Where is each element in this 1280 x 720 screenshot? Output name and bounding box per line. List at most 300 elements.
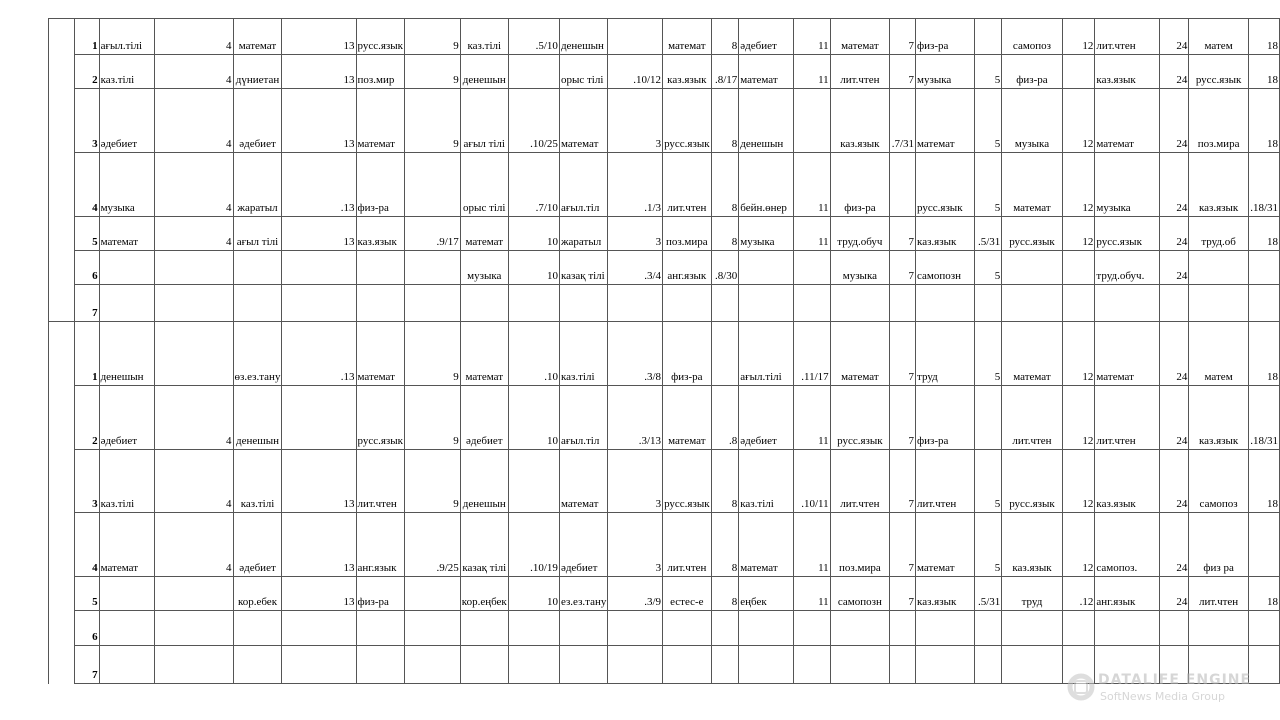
room-cell (890, 646, 916, 684)
subject-cell: математ (356, 89, 405, 153)
subject-cell: музыка (916, 55, 975, 89)
room-cell: 12 (1062, 153, 1095, 217)
room-cell: 10 (508, 217, 559, 251)
room-cell: 8 (711, 577, 739, 611)
subject-cell: математ (916, 89, 975, 153)
room-cell: 10 (508, 386, 559, 450)
room-cell: 24 (1160, 513, 1189, 577)
room-cell: 18 (1248, 55, 1279, 89)
room-cell: 5 (974, 251, 1002, 285)
room-cell (155, 322, 233, 386)
subject-cell: физ-ра (356, 153, 405, 217)
room-cell: 7 (890, 577, 916, 611)
room-cell: 24 (1160, 577, 1189, 611)
room-cell: 13 (282, 577, 356, 611)
lesson-number: 7 (74, 646, 99, 684)
subject-cell (559, 285, 607, 322)
room-cell: 7 (890, 19, 916, 55)
subject-cell: әдебиет (99, 386, 155, 450)
subject-cell: лит.чтен (1095, 386, 1160, 450)
room-cell: 11 (794, 19, 830, 55)
room-cell (890, 611, 916, 646)
subject-cell: лит.чтен (663, 513, 712, 577)
subject-cell (460, 611, 508, 646)
subject-cell: математ (739, 55, 794, 89)
room-cell (282, 251, 356, 285)
room-cell: 7 (890, 55, 916, 89)
subject-cell: самопозн (916, 251, 975, 285)
room-cell: 4 (155, 217, 233, 251)
room-cell: 8 (711, 450, 739, 513)
subject-cell: русс.язык (916, 153, 975, 217)
lesson-number: 4 (74, 153, 99, 217)
room-cell (974, 646, 1002, 684)
subject-cell: лит.чтен (1002, 386, 1062, 450)
subject-cell: каз.язык (916, 577, 975, 611)
subject-cell: дүниетан (233, 55, 282, 89)
subject-cell (559, 646, 607, 684)
room-cell: .9/17 (405, 217, 461, 251)
subject-cell: труд.об (1189, 217, 1248, 251)
room-cell (608, 646, 663, 684)
subject-cell: естес-е (663, 577, 712, 611)
day-cell (49, 19, 75, 55)
room-cell (711, 611, 739, 646)
watermark-subtitle: SoftNews Media Group (1100, 690, 1225, 703)
subject-cell: труд (916, 322, 975, 386)
room-cell: .3/9 (608, 577, 663, 611)
subject-cell: анг.язык (663, 251, 712, 285)
subject-cell: әдебиет (233, 89, 282, 153)
subject-cell (830, 646, 889, 684)
subject-cell: математ (99, 217, 155, 251)
room-cell (405, 153, 461, 217)
day-cell (49, 450, 75, 513)
subject-cell: русс.язык (356, 19, 405, 55)
room-cell (155, 285, 233, 322)
subject-cell (233, 285, 282, 322)
subject-cell: еңбек (739, 577, 794, 611)
subject-cell: физ ра (1189, 513, 1248, 577)
subject-cell: физ-ра (916, 19, 975, 55)
room-cell (794, 285, 830, 322)
subject-cell: кор.ебек (233, 577, 282, 611)
subject-cell (1002, 285, 1062, 322)
day-cell (49, 153, 75, 217)
subject-cell: математ (830, 19, 889, 55)
room-cell: .10/25 (508, 89, 559, 153)
subject-cell (1095, 611, 1160, 646)
room-cell: .3/13 (608, 386, 663, 450)
subject-cell: математ (1095, 89, 1160, 153)
room-cell: 8 (711, 513, 739, 577)
room-cell: .5/31 (974, 577, 1002, 611)
subject-cell: физ-ра (916, 386, 975, 450)
subject-cell: поз.мира (663, 217, 712, 251)
subject-cell: матем (1189, 19, 1248, 55)
subject-cell: математ (99, 513, 155, 577)
lesson-number: 3 (74, 450, 99, 513)
room-cell: 24 (1160, 55, 1189, 89)
room-cell: .5/10 (508, 19, 559, 55)
room-cell: 4 (155, 55, 233, 89)
room-cell (282, 646, 356, 684)
subject-cell: анг.язык (356, 513, 405, 577)
lesson-number: 5 (74, 217, 99, 251)
room-cell (155, 251, 233, 285)
room-cell: 5 (974, 89, 1002, 153)
room-cell (890, 153, 916, 217)
table-row (49, 285, 1280, 322)
datalife-logo-icon (1066, 672, 1096, 702)
table-row (49, 322, 1280, 386)
room-cell: 7 (890, 217, 916, 251)
subject-cell: поз.мир (356, 55, 405, 89)
lesson-number: 4 (74, 513, 99, 577)
subject-cell: математ (830, 322, 889, 386)
subject-cell: жаратыл (559, 217, 607, 251)
subject-cell: орыс тілі (559, 55, 607, 89)
room-cell: 11 (794, 55, 830, 89)
room-cell: 18 (1248, 89, 1279, 153)
room-cell: 8 (711, 217, 739, 251)
day-cell (49, 646, 75, 684)
room-cell (711, 646, 739, 684)
room-cell: .11/17 (794, 322, 830, 386)
subject-cell (739, 646, 794, 684)
subject-cell: труд.обуч (830, 217, 889, 251)
room-cell: 9 (405, 89, 461, 153)
room-cell (608, 285, 663, 322)
subject-cell: лит.чтен (916, 450, 975, 513)
subject-cell (916, 285, 975, 322)
subject-cell: русс.язык (1002, 217, 1062, 251)
room-cell: 10 (508, 577, 559, 611)
subject-cell (99, 646, 155, 684)
subject-cell: музыка (830, 251, 889, 285)
subject-cell: денешын (559, 19, 607, 55)
subject-cell: лит.чтен (830, 55, 889, 89)
subject-cell (663, 285, 712, 322)
lesson-number: 5 (74, 577, 99, 611)
subject-cell (99, 577, 155, 611)
subject-cell: ағыл.тіл (559, 153, 607, 217)
subject-cell: поз.мира (830, 513, 889, 577)
room-cell: 9 (405, 322, 461, 386)
day-cell (49, 251, 75, 285)
subject-cell (1002, 646, 1062, 684)
room-cell: 3 (608, 450, 663, 513)
subject-cell: каз.язык (1095, 55, 1160, 89)
subject-cell: русс.язык (830, 386, 889, 450)
subject-cell (1189, 251, 1248, 285)
room-cell (974, 285, 1002, 322)
subject-cell (1189, 611, 1248, 646)
subject-cell: каз.язык (1002, 513, 1062, 577)
room-cell: 4 (155, 513, 233, 577)
day-cell (49, 285, 75, 322)
room-cell: 8 (711, 89, 739, 153)
subject-cell (460, 646, 508, 684)
room-cell: 24 (1160, 386, 1189, 450)
subject-cell: жаратыл (233, 153, 282, 217)
room-cell (405, 285, 461, 322)
room-cell: .3/4 (608, 251, 663, 285)
room-cell (508, 646, 559, 684)
room-cell (405, 577, 461, 611)
subject-cell: анг.язык (1095, 577, 1160, 611)
room-cell (1160, 611, 1189, 646)
room-cell: 4 (155, 450, 233, 513)
room-cell: 11 (794, 217, 830, 251)
subject-cell (460, 285, 508, 322)
room-cell: 24 (1160, 322, 1189, 386)
room-cell: 8 (711, 153, 739, 217)
subject-cell: математ (739, 513, 794, 577)
room-cell: 7 (890, 386, 916, 450)
subject-cell: математ (916, 513, 975, 577)
subject-cell (663, 646, 712, 684)
subject-cell: каз.язык (830, 89, 889, 153)
lesson-number: 7 (74, 285, 99, 322)
subject-cell: самопоз. (1095, 513, 1160, 577)
subject-cell (99, 251, 155, 285)
room-cell (155, 611, 233, 646)
subject-cell: каз.язык (1189, 153, 1248, 217)
subject-cell (559, 611, 607, 646)
subject-cell: музыка (460, 251, 508, 285)
room-cell (1248, 611, 1279, 646)
room-cell: 24 (1160, 217, 1189, 251)
room-cell (282, 611, 356, 646)
room-cell: 18 (1248, 322, 1279, 386)
subject-cell: әдебиет (460, 386, 508, 450)
room-cell (405, 611, 461, 646)
room-cell: 7 (890, 450, 916, 513)
subject-cell: әдебиет (739, 19, 794, 55)
room-cell: 24 (1160, 19, 1189, 55)
room-cell: 7 (890, 251, 916, 285)
room-cell: 9 (405, 55, 461, 89)
subject-cell: русс.язык (663, 450, 712, 513)
room-cell: .1/3 (608, 153, 663, 217)
room-cell (1062, 285, 1095, 322)
room-cell: 4 (155, 153, 233, 217)
room-cell (1248, 285, 1279, 322)
room-cell (1062, 611, 1095, 646)
table-row (49, 251, 1280, 285)
room-cell: 9 (405, 386, 461, 450)
subject-cell (739, 285, 794, 322)
subject-cell: каз.язык (663, 55, 712, 89)
room-cell: 11 (794, 513, 830, 577)
room-cell: 7 (890, 513, 916, 577)
room-cell: .13 (282, 322, 356, 386)
subject-cell: өз.ез.тану (233, 322, 282, 386)
watermark (1066, 670, 1266, 706)
subject-cell: математ (356, 322, 405, 386)
subject-cell: лит.чтен (356, 450, 405, 513)
room-cell: 11 (794, 386, 830, 450)
subject-cell: музыка (99, 153, 155, 217)
subject-cell: әдебиет (99, 89, 155, 153)
subject-cell (233, 611, 282, 646)
subject-cell: каз.язык (1189, 386, 1248, 450)
subject-cell (356, 251, 405, 285)
room-cell (508, 285, 559, 322)
subject-cell: орыс тілі (460, 153, 508, 217)
lesson-number: 2 (74, 386, 99, 450)
table-row (49, 577, 1280, 611)
day-cell (49, 611, 75, 646)
room-cell: 5 (974, 322, 1002, 386)
table-row (49, 153, 1280, 217)
room-cell: 5 (974, 513, 1002, 577)
subject-cell: самопозн (830, 577, 889, 611)
room-cell: 13 (282, 55, 356, 89)
room-cell (890, 285, 916, 322)
subject-cell: русс.язык (1002, 450, 1062, 513)
lesson-number: 1 (74, 19, 99, 55)
subject-cell: бейн.өнер (739, 153, 794, 217)
room-cell: 18 (1248, 19, 1279, 55)
subject-cell (739, 611, 794, 646)
lesson-number: 6 (74, 251, 99, 285)
room-cell: 18 (1248, 450, 1279, 513)
room-cell (155, 646, 233, 684)
room-cell (794, 611, 830, 646)
table-row (49, 611, 1280, 646)
room-cell: 3 (608, 89, 663, 153)
room-cell: 9 (405, 450, 461, 513)
subject-cell: физ-ра (830, 153, 889, 217)
subject-cell (356, 646, 405, 684)
subject-cell: ағыл тілі (460, 89, 508, 153)
room-cell: .18/31 (1248, 153, 1279, 217)
room-cell: 7 (890, 322, 916, 386)
room-cell: .18/31 (1248, 386, 1279, 450)
room-cell: 11 (794, 577, 830, 611)
day-cell (49, 577, 75, 611)
room-cell (508, 55, 559, 89)
subject-cell (233, 646, 282, 684)
room-cell: .10/11 (794, 450, 830, 513)
room-cell (508, 450, 559, 513)
room-cell (794, 646, 830, 684)
subject-cell: русс.язык (663, 89, 712, 153)
subject-cell: физ-ра (663, 322, 712, 386)
room-cell: 12 (1062, 89, 1095, 153)
subject-cell: математ (1002, 322, 1062, 386)
room-cell: 8 (711, 19, 739, 55)
table-row (49, 55, 1280, 89)
subject-cell: русс.язык (356, 386, 405, 450)
room-cell (282, 285, 356, 322)
table-row (49, 450, 1280, 513)
room-cell: 3 (608, 513, 663, 577)
room-cell (405, 251, 461, 285)
room-cell (282, 386, 356, 450)
subject-cell: музыка (1095, 153, 1160, 217)
room-cell: 12 (1062, 450, 1095, 513)
room-cell (974, 386, 1002, 450)
subject-cell: каз.тілі (233, 450, 282, 513)
room-cell (1160, 285, 1189, 322)
room-cell: .7/31 (890, 89, 916, 153)
room-cell: 5 (974, 55, 1002, 89)
room-cell (794, 251, 830, 285)
room-cell: .9/25 (405, 513, 461, 577)
subject-cell: каз.тілі (99, 55, 155, 89)
subject-cell: поз.мира (1189, 89, 1248, 153)
subject-cell: математ (1095, 322, 1160, 386)
room-cell: 13 (282, 217, 356, 251)
subject-cell: әдебиет (739, 386, 794, 450)
subject-cell: музыка (739, 217, 794, 251)
subject-cell: самопоз (1189, 450, 1248, 513)
subject-cell: математ (663, 19, 712, 55)
room-cell (711, 285, 739, 322)
subject-cell: математ (460, 217, 508, 251)
subject-cell (1002, 611, 1062, 646)
room-cell: .8 (711, 386, 739, 450)
subject-cell: физ-ра (356, 577, 405, 611)
subject-cell: денешын (99, 322, 155, 386)
room-cell: 18 (1248, 577, 1279, 611)
room-cell: 10 (508, 251, 559, 285)
subject-cell (99, 611, 155, 646)
subject-cell: математ (1002, 153, 1062, 217)
room-cell: .10/12 (608, 55, 663, 89)
subject-cell: каз.язык (916, 217, 975, 251)
room-cell: 9 (405, 19, 461, 55)
room-cell: 12 (1062, 19, 1095, 55)
room-cell: 13 (282, 89, 356, 153)
room-cell: 24 (1160, 153, 1189, 217)
subject-cell: әдебиет (233, 513, 282, 577)
subject-cell: математ (663, 386, 712, 450)
subject-cell (663, 611, 712, 646)
room-cell: .13 (282, 153, 356, 217)
subject-cell: кор.еңбек (460, 577, 508, 611)
table-row (49, 19, 1280, 55)
room-cell: 13 (282, 513, 356, 577)
room-cell: .12 (1062, 577, 1095, 611)
room-cell (974, 19, 1002, 55)
subject-cell: лит.чтен (830, 450, 889, 513)
room-cell: 4 (155, 19, 233, 55)
room-cell (1248, 513, 1279, 577)
room-cell (974, 611, 1002, 646)
room-cell: 18 (1248, 217, 1279, 251)
subject-cell: казақ тілі (460, 513, 508, 577)
lesson-number: 1 (74, 322, 99, 386)
day-cell (49, 322, 75, 386)
room-cell (608, 611, 663, 646)
subject-cell (916, 646, 975, 684)
room-cell: 13 (282, 19, 356, 55)
lesson-number: 6 (74, 611, 99, 646)
room-cell: 12 (1062, 513, 1095, 577)
schedule-table (48, 18, 1280, 684)
subject-cell: музыка (1002, 89, 1062, 153)
subject-cell (830, 285, 889, 322)
room-cell: .10/19 (508, 513, 559, 577)
subject-cell (99, 285, 155, 322)
room-cell: 4 (155, 89, 233, 153)
room-cell: .5/31 (974, 217, 1002, 251)
subject-cell: денешын (460, 450, 508, 513)
